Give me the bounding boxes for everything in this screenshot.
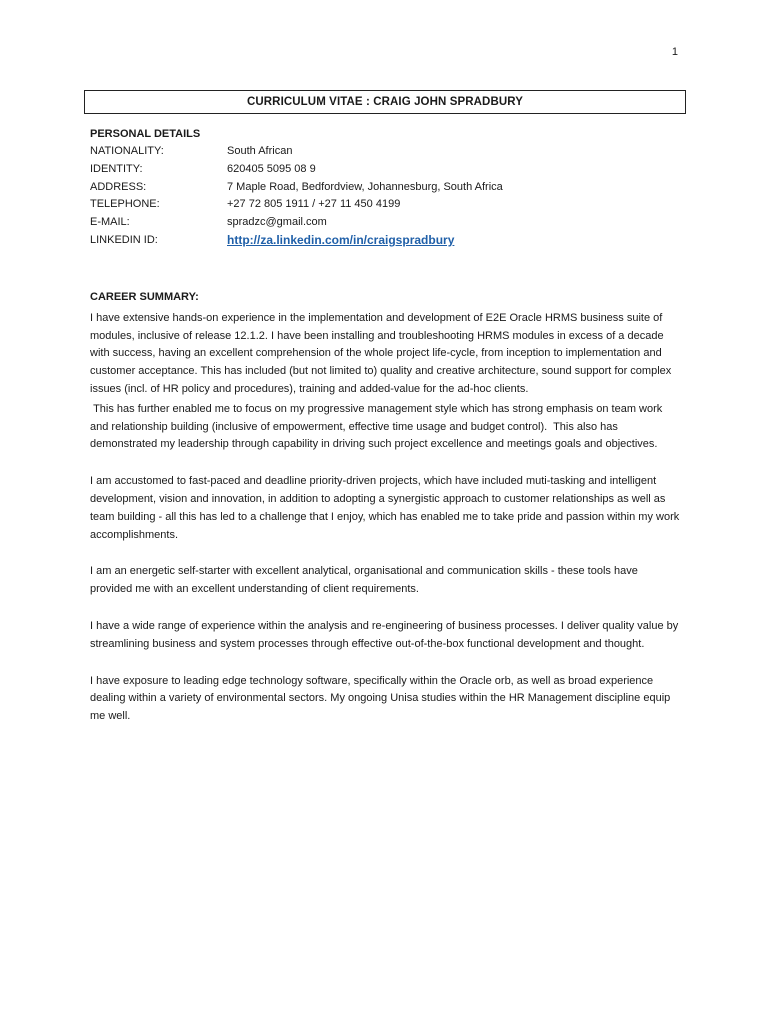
career-paragraph: I have a wide range of experience within the analysis and re-engineering of business processes. I deliver quality value by streamlining business and system processes through effective out-of-the-box functional development and thought. bbox=[90, 619, 679, 650]
career-paragraph: I am accustomed to fast-paced and deadline priority-driven projects, which have included muti-tasking and intelligent development, vision and innovation, in addition to adopting a synergistic approach to customer relationships as well as team building - all this has led to a challenge that I enjoy, which has enabled me to take pride and passion within my work accomplishments. bbox=[90, 475, 680, 541]
linkedin-link[interactable]: http://za.linkedin.com/in/craigspradbury bbox=[227, 232, 455, 247]
detail-value: 620405 5095 08 9 bbox=[227, 162, 316, 175]
career-paragraph: This has further enabled me to focus on my progressive management style which has strong emphasis on team work and relationship building (inclusive of empowerment, effective time usage and budget control). This also has demonstrated my leadership through capability in driving such project excellence and meetings goals and objectives. bbox=[90, 402, 666, 451]
linkedin-cell bbox=[227, 232, 680, 251]
document-body bbox=[90, 126, 680, 726]
detail-row-nationality bbox=[90, 143, 680, 161]
detail-label: ADDRESS: bbox=[90, 180, 147, 193]
detail-row-email bbox=[90, 214, 680, 232]
detail-label: TELEPHONE: bbox=[90, 198, 160, 211]
detail-label: E-MAIL: bbox=[90, 216, 130, 229]
career-summary-heading: CAREER SUMMARY: bbox=[90, 290, 199, 303]
career-paragraph: I have extensive hands-on experience in the implementation and development of E2E Oracle HRMS business suite of modules, inclusive of release 12.1.2. I have been installing and troubleshooting HRMS modules in excess of a decade with success, having an excellent comprehension of the whole project life-cycle, from inception to implementation and customer acceptance. This has included (but not limited to) quality and creative architecture, sound support for complex issues (incl. of HR policy and procedures), training and added-value for the ad-hoc clients. bbox=[90, 311, 672, 395]
career-paragraph: I am an energetic self-starter with excellent analytical, organisational and communication skills - these tools have provided me with an excellent understanding of client requirements. bbox=[90, 565, 638, 596]
document-title: CURRICULUM VITAE : CRAIG JOHN SPRADBURY bbox=[84, 90, 686, 114]
detail-row-linkedin bbox=[90, 232, 680, 251]
detail-label: LINKEDIN ID: bbox=[90, 233, 158, 246]
detail-value: South African bbox=[227, 145, 293, 157]
detail-label: IDENTITY: bbox=[90, 162, 143, 175]
career-paragraph: I have exposure to leading edge technology software, specifically within the Oracle orb, as well as broad experience dealing within a variety of environmental sectors. My ongoing Unisa studies within the HR Management discipline equip me well. bbox=[90, 674, 671, 723]
detail-value: 7 Maple Road, Bedfordview, Johannesburg, South Africa bbox=[227, 180, 503, 193]
detail-row-identity bbox=[90, 161, 680, 179]
detail-value: spradzc@gmail.com bbox=[227, 216, 327, 229]
personal-details-heading: PERSONAL DETAILS bbox=[90, 128, 201, 140]
detail-value: +27 72 805 1911 / +27 11 450 4199 bbox=[227, 198, 401, 211]
detail-row-telephone bbox=[90, 196, 680, 214]
detail-label: NATIONALITY: bbox=[90, 145, 164, 157]
detail-row-address bbox=[90, 179, 680, 197]
page-number: 1 bbox=[671, 46, 678, 58]
